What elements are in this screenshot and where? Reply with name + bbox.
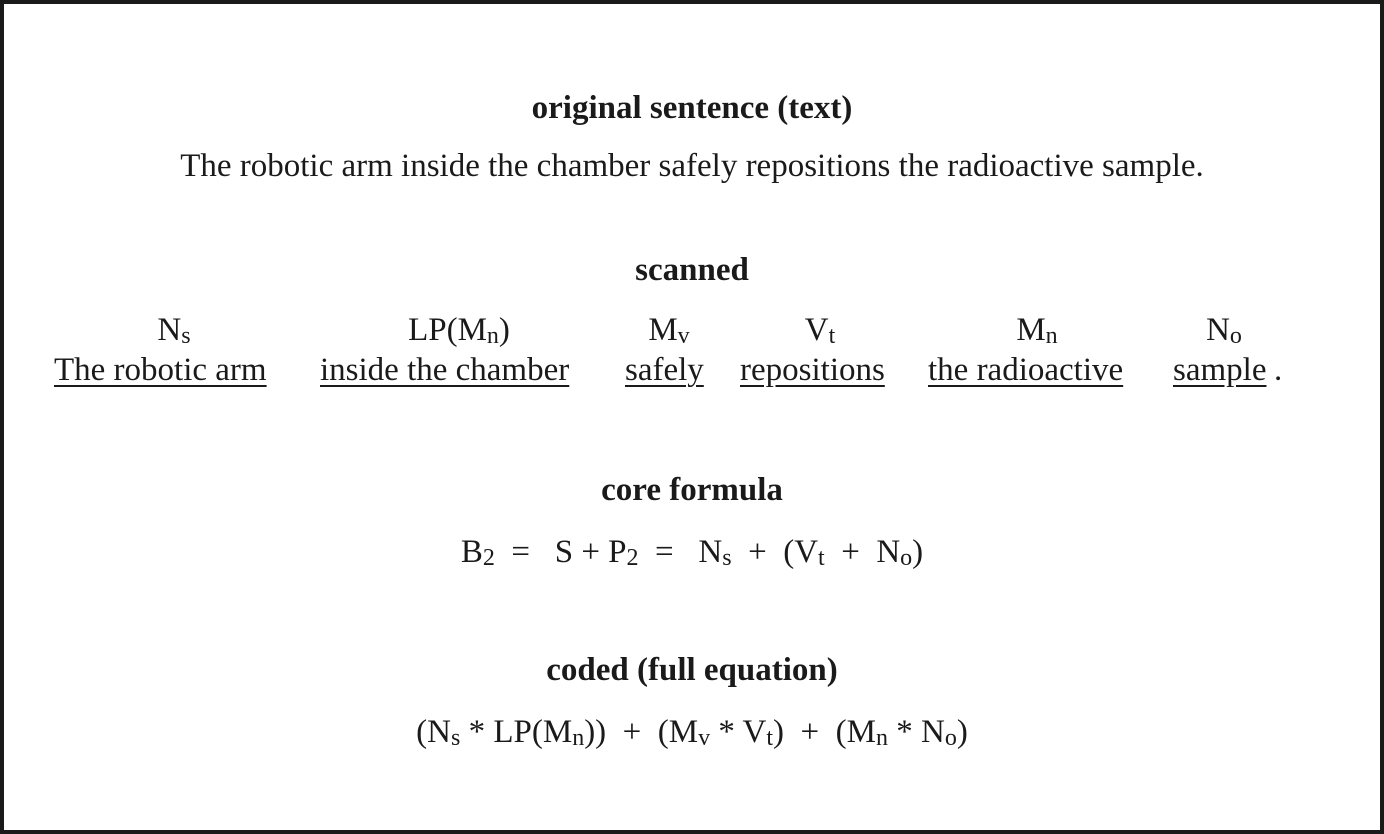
coded-equation-term: * V bbox=[710, 714, 767, 750]
original-sentence-text: The robotic arm inside the chamber safely repositions the radioactive sample. bbox=[180, 148, 1204, 184]
coded-equation-subscript: o bbox=[944, 725, 957, 751]
sentence-period: . bbox=[1274, 352, 1283, 388]
core-formula-term: B bbox=[460, 534, 483, 570]
coded-equation-term: ) bbox=[956, 714, 968, 750]
original-sentence-heading: original sentence (text) bbox=[531, 90, 853, 126]
coded-equation-term: (N bbox=[416, 714, 451, 750]
token-phrase-subject: The robotic arm bbox=[54, 352, 267, 388]
coded-equation-term: * N bbox=[887, 714, 945, 750]
core-formula-term: = N bbox=[638, 534, 723, 570]
coded-equation-term: ) + (M bbox=[773, 714, 876, 750]
core-formula-term: + (V bbox=[731, 534, 819, 570]
core-formula-subscript: 2 bbox=[626, 545, 639, 571]
coded-equation-subscript: n bbox=[875, 725, 888, 751]
scanned-heading: scanned bbox=[635, 252, 749, 288]
token-phrase-object: sample bbox=[1173, 352, 1267, 388]
core-formula-subscript: o bbox=[900, 545, 913, 571]
token-tag-ns: Ns bbox=[157, 312, 191, 349]
core-formula-term: = S + P bbox=[494, 534, 627, 570]
coded-equation bbox=[4, 712, 1380, 758]
coded-equation-subscript: s bbox=[451, 725, 461, 751]
coded-equation-term: * LP(M bbox=[460, 714, 573, 750]
token-tag-mn: Mn bbox=[1016, 312, 1058, 349]
coded-heading: coded (full equation) bbox=[546, 652, 838, 688]
coded-equation-subscript: v bbox=[698, 725, 711, 751]
coded-equation-subscript: n bbox=[572, 725, 585, 751]
core-formula-subscript: t bbox=[818, 545, 825, 571]
coded-equation-term: )) + (M bbox=[584, 714, 699, 750]
core-formula-term: + N bbox=[824, 534, 901, 570]
token-tag-mv: Mv bbox=[648, 312, 690, 349]
token-tag-vt: Vt bbox=[804, 312, 836, 349]
token-tag-no: No bbox=[1206, 312, 1242, 349]
core-formula-equation bbox=[4, 532, 1380, 578]
token-tag-lp-mn: LP(Mn) bbox=[408, 312, 510, 349]
token-phrase-location: inside the chamber bbox=[320, 352, 570, 388]
core-formula-heading: core formula bbox=[601, 472, 783, 508]
token-phrase-verb: repositions bbox=[740, 352, 885, 388]
core-formula-subscript: 2 bbox=[482, 545, 495, 571]
token-phrase-modifier: the radioactive bbox=[928, 352, 1124, 388]
coded-equation-subscript: t bbox=[766, 725, 774, 751]
core-formula-term: ) bbox=[912, 534, 924, 570]
core-formula-subscript: s bbox=[722, 545, 732, 571]
token-phrase-adverb: safely bbox=[625, 352, 704, 388]
